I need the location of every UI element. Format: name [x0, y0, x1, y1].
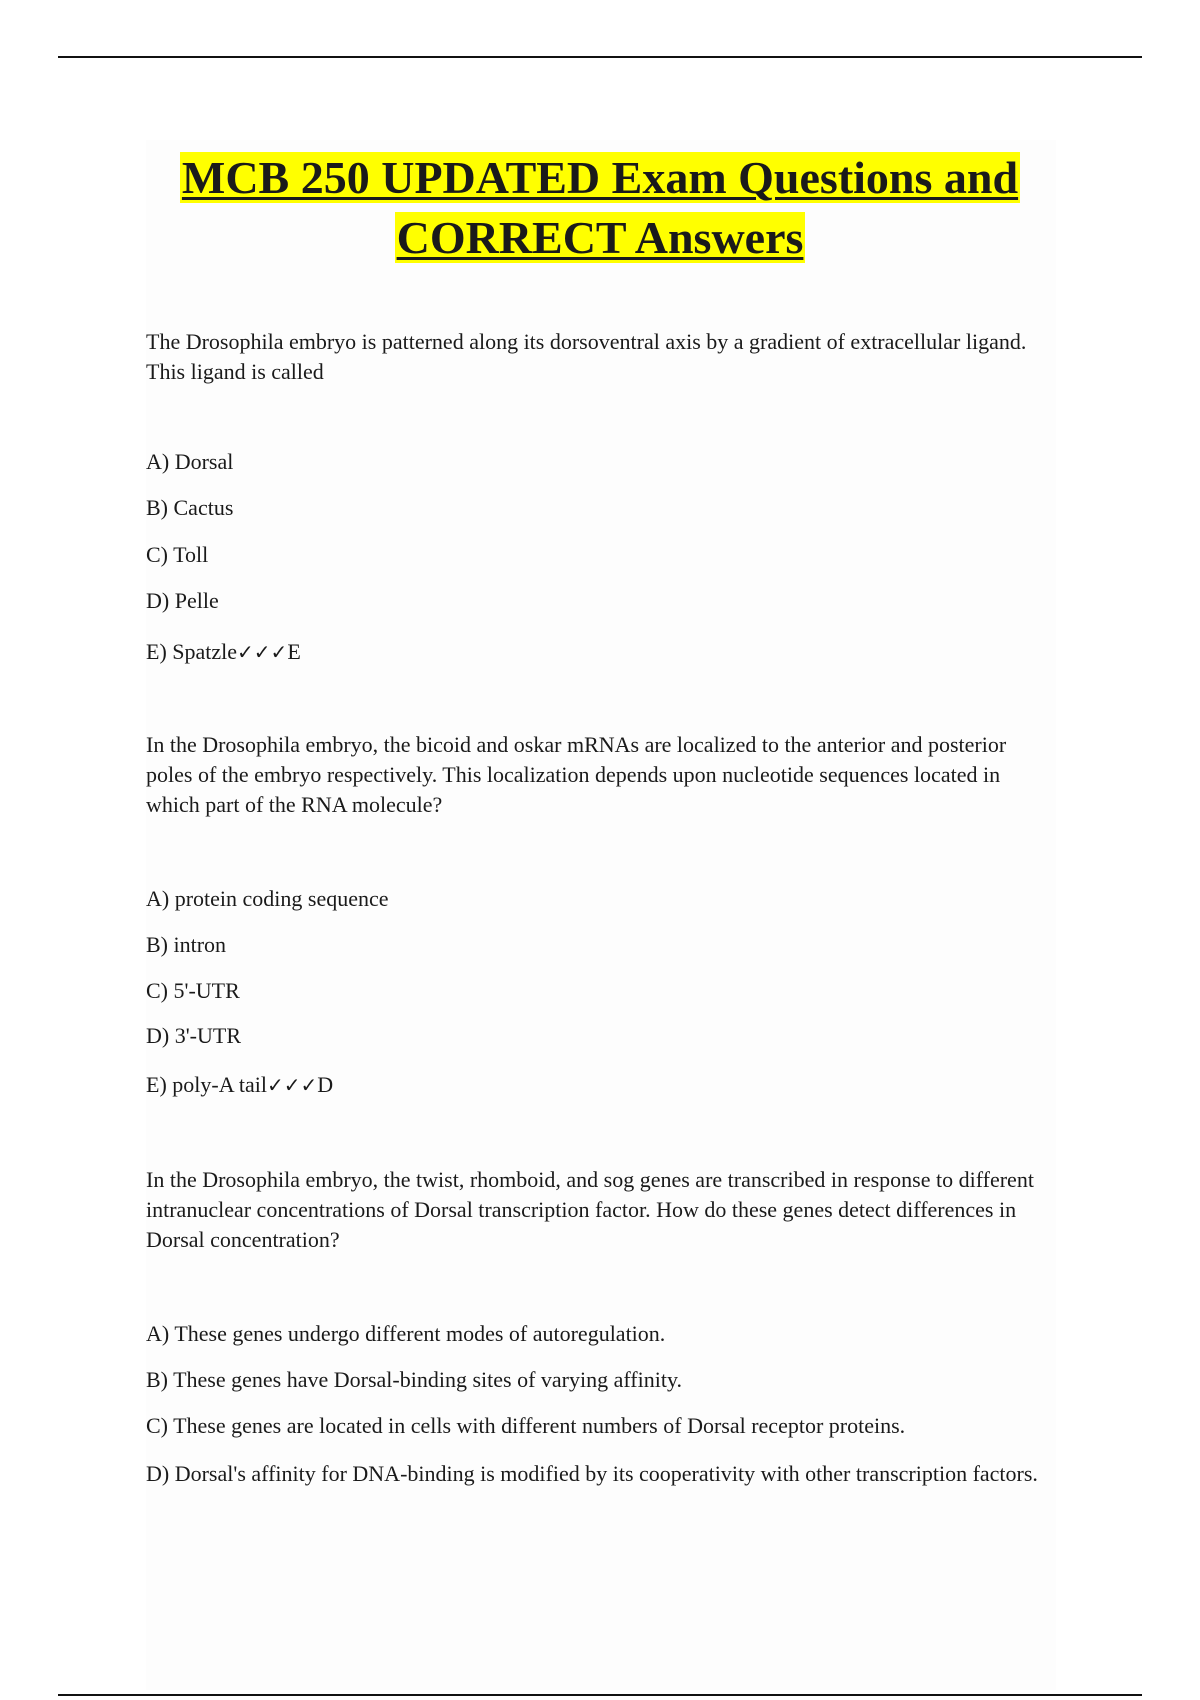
- option-d: D) Pelle: [146, 588, 219, 613]
- question-stem: In the Drosophila embryo, the bicoid and oskar mRNAs are localized to the anterior and posterior poles of the embryo respectively. This localization depends upon nucleotide sequences located in which part of the RNA molecule?: [146, 732, 1007, 817]
- document-title: [58, 148, 1142, 268]
- option-e: E) poly-A tail: [146, 1072, 267, 1097]
- header-rule: [58, 56, 1142, 58]
- checkmark-icon: ✓✓✓: [266, 1073, 318, 1097]
- answer-letter: D: [317, 1072, 334, 1097]
- option-a: A) Dorsal: [146, 449, 234, 474]
- footer-rule: [58, 1694, 1142, 1696]
- checkmark-icon: ✓✓✓: [237, 640, 288, 664]
- option-e-with-answer: [146, 1071, 1056, 1099]
- option-e-with-answer: [146, 638, 1056, 666]
- option-b: B) Cactus: [146, 495, 234, 520]
- option-a: A) protein coding sequence: [146, 886, 389, 911]
- question-2-options: [146, 885, 1056, 1115]
- option-c: C) Toll: [146, 542, 209, 567]
- question-3-options: [146, 1320, 1056, 1520]
- option-e: E) Spatzle: [146, 639, 238, 664]
- option-c: C) 5'-UTR: [146, 978, 240, 1003]
- option-b: B) intron: [146, 932, 227, 957]
- title-line-1: MCB 250 UPDATED Exam Questions and: [181, 152, 1019, 203]
- question-2: [146, 730, 1056, 820]
- title-line-2: CORRECT Answers: [396, 212, 804, 263]
- question-1: [146, 327, 1056, 387]
- question-stem: The Drosophila embryo is patterned along its dorsoventral axis by a gradient of extracellular ligand. This ligand is called: [146, 329, 1027, 384]
- question-1-options: [146, 448, 1056, 678]
- option-d: D) Dorsal's affinity for DNA-binding is modified by its cooperativity with other transcription factors.: [146, 1461, 1038, 1486]
- answer-letter: E: [287, 639, 301, 664]
- question-3: [146, 1165, 1056, 1255]
- option-b: B) These genes have Dorsal-binding sites of varying affinity.: [146, 1367, 683, 1392]
- option-a: A) These genes undergo different modes of autoregulation.: [146, 1321, 666, 1346]
- option-d: D) 3'-UTR: [146, 1023, 242, 1048]
- option-c: C) These genes are located in cells with different numbers of Dorsal receptor proteins.: [146, 1413, 906, 1438]
- question-stem: In the Drosophila embryo, the twist, rhomboid, and sog genes are transcribed in response to different intranuclear concentrations of Dorsal transcription factor. How do these genes detect differences in Dorsal concentration?: [146, 1167, 1034, 1252]
